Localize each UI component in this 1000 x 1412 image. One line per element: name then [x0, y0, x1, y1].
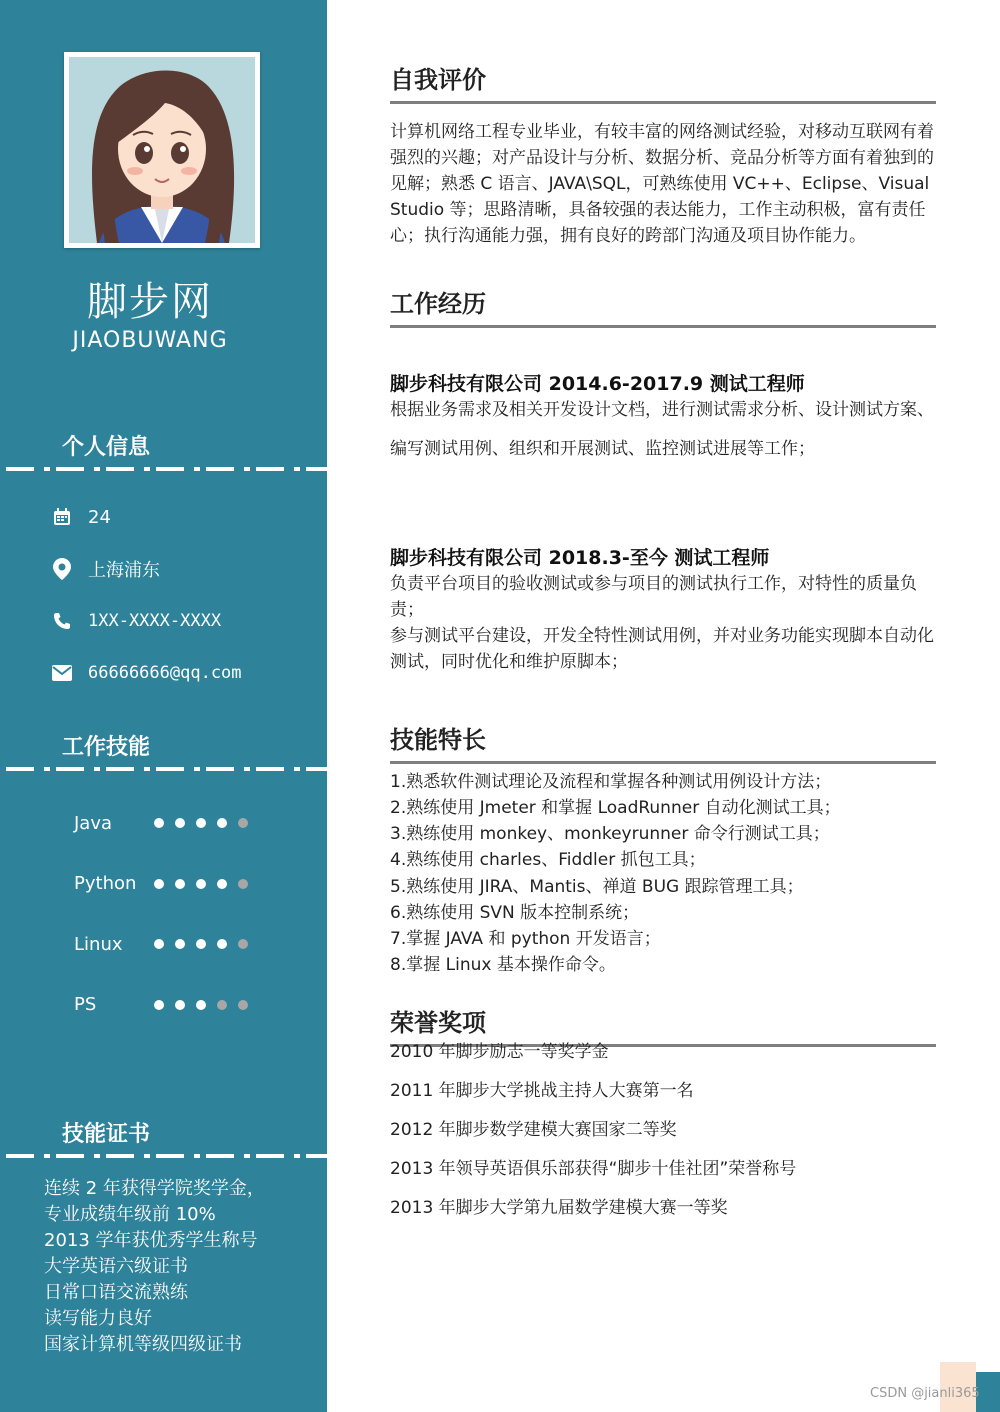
location-value: 上海浦东 [88, 560, 160, 581]
skill-rating [154, 818, 259, 828]
job-description: 负责平台项目的验收测试或参与项目的测试执行工作，对特性的质量负责； [390, 574, 917, 620]
rating-dot-empty [217, 1000, 227, 1010]
skill-item: 7.掌握 JAVA 和 python 开发语言； [390, 929, 661, 949]
phone-icon [52, 610, 72, 632]
rating-dot-filled [217, 879, 227, 889]
phone-value: 1XX-XXXX-XXXX [88, 611, 222, 631]
name-english: JIAOBUWANG [72, 328, 228, 353]
award-item: 2011 年脚步大学挑战主持人大赛第一名 [390, 1081, 694, 1101]
skill-rating [154, 939, 259, 949]
skill-level-row [74, 993, 274, 1017]
skill-level-row [74, 811, 274, 835]
certificate-item: 日常口语交流熟练 [44, 1282, 188, 1303]
award-item: 2013 年领导英语俱乐部获得“脚步十佳社团”荣誉称号 [390, 1159, 797, 1179]
award-item: 2010 年脚步励志一等奖学金 [390, 1042, 609, 1062]
rating-dot-filled [217, 939, 227, 949]
skill-level-row [74, 872, 274, 896]
skill-item: 3.熟练使用 monkey、monkeyrunner 命令行测试工具； [390, 824, 830, 844]
certificate-item: 读写能力良好 [44, 1308, 152, 1329]
location-pin-icon [52, 558, 72, 580]
rating-dot-empty [238, 818, 248, 828]
rating-dot-filled [175, 879, 185, 889]
award-item: 2012 年脚步数学建模大赛国家二等奖 [390, 1120, 677, 1140]
avatar-photo [64, 52, 260, 248]
certificate-item: 大学英语六级证书 [44, 1256, 188, 1277]
rating-dot-filled [217, 818, 227, 828]
job-title: 脚步科技有限公司 2018.3-至今 测试工程师 [390, 547, 770, 569]
job-description: 参与测试平台建设，开发全特性测试用例，并对业务功能实现脚本自动化测试，同时优化和维护原脚本； [390, 626, 934, 672]
rating-dot-filled [175, 939, 185, 949]
email-value: 66666666@qq.com [88, 663, 242, 683]
certificates-heading: 技能证书 [62, 1122, 151, 1147]
name-chinese: 脚步网 [87, 279, 213, 325]
job-description: 根据业务需求及相关开发设计文档，进行测试需求分析、设计测试方案、编写测试用例、组织和开展测试、监控测试进展等工作； [390, 400, 934, 459]
award-item: 2013 年脚步大学第九届数学建模大赛一等奖 [390, 1198, 728, 1218]
rating-dot-filled [154, 1000, 164, 1010]
self-evaluation-heading: 自我评价 [390, 60, 936, 104]
info-age [52, 504, 111, 530]
section-divider [0, 1154, 327, 1158]
rating-dot-filled [196, 818, 206, 828]
section-divider [0, 767, 327, 771]
info-phone [52, 608, 221, 634]
mail-icon [52, 662, 72, 684]
skill-name: Linux [74, 933, 123, 955]
skill-item: 6.熟练使用 SVN 版本控制系统； [390, 903, 640, 923]
certificate-item: 专业成绩年级前 10% [44, 1204, 216, 1225]
job-title: 脚步科技有限公司 2014.6-2017.9 测试工程师 [390, 373, 805, 395]
skill-rating [154, 879, 259, 889]
certificates-list [44, 1176, 314, 1358]
rating-dot-filled [175, 818, 185, 828]
work-experience-heading: 工作经历 [390, 284, 936, 328]
rating-dot-empty [238, 879, 248, 889]
work-skills-heading: 工作技能 [62, 735, 151, 760]
avatar-illustration [69, 57, 255, 243]
skill-name: Python [74, 873, 137, 894]
info-location [52, 556, 160, 582]
age-value: 24 [88, 506, 111, 528]
certificate-item: 2013 学年获优秀学生称号 [44, 1230, 258, 1251]
self-evaluation-text: 计算机网络工程专业毕业，有较丰富的网络测试经验，对移动互联网有着强烈的兴趣；对产品设计与分析、数据分析、竞品分析等方面有着独到的见解；熟悉 C 语言、JAVA\SQL，可熟练使用 VC++、Eclipse、Visual Studio 等；思路清晰，具备较强的表达能力，工作主动积极，富有责任心；执行沟通能力强，拥有良好的跨部门沟通及项目协作能力。 [390, 122, 934, 246]
info-email [52, 660, 242, 686]
skill-level-row [74, 932, 274, 956]
rating-dot-filled [154, 939, 164, 949]
section-divider [0, 467, 327, 471]
skill-rating [154, 1000, 259, 1010]
skill-item: 5.熟练使用 JIRA、Mantis、禅道 BUG 跟踪管理工具； [390, 877, 804, 897]
certificate-item: 国家计算机等级四级证书 [44, 1334, 242, 1355]
watermark: CSDN @jianli365 [870, 1386, 980, 1401]
calendar-icon [52, 506, 72, 528]
awards-heading: 荣誉奖项 [390, 1003, 936, 1047]
personal-info-heading: 个人信息 [62, 435, 151, 460]
rating-dot-empty [238, 939, 248, 949]
rating-dot-filled [196, 939, 206, 949]
skill-name: PS [74, 994, 97, 1015]
sidebar [0, 0, 327, 1412]
rating-dot-empty [238, 1000, 248, 1010]
skill-item: 1.熟悉软件测试理论及流程和掌握各种测试用例设计方法； [390, 772, 832, 792]
rating-dot-filled [196, 879, 206, 889]
skills-heading: 技能特长 [390, 720, 936, 764]
rating-dot-filled [154, 818, 164, 828]
skill-item: 8.掌握 Linux 基本操作命令。 [390, 955, 616, 975]
rating-dot-filled [196, 1000, 206, 1010]
rating-dot-filled [175, 1000, 185, 1010]
rating-dot-filled [154, 879, 164, 889]
certificate-item: 连续 2 年获得学院奖学金， [44, 1178, 265, 1199]
skill-item: 4.熟练使用 charles、Fiddler 抓包工具； [390, 850, 706, 870]
skill-name: Java [74, 812, 113, 834]
skill-item: 2.熟练使用 Jmeter 和掌握 LoadRunner 自动化测试工具； [390, 798, 841, 818]
